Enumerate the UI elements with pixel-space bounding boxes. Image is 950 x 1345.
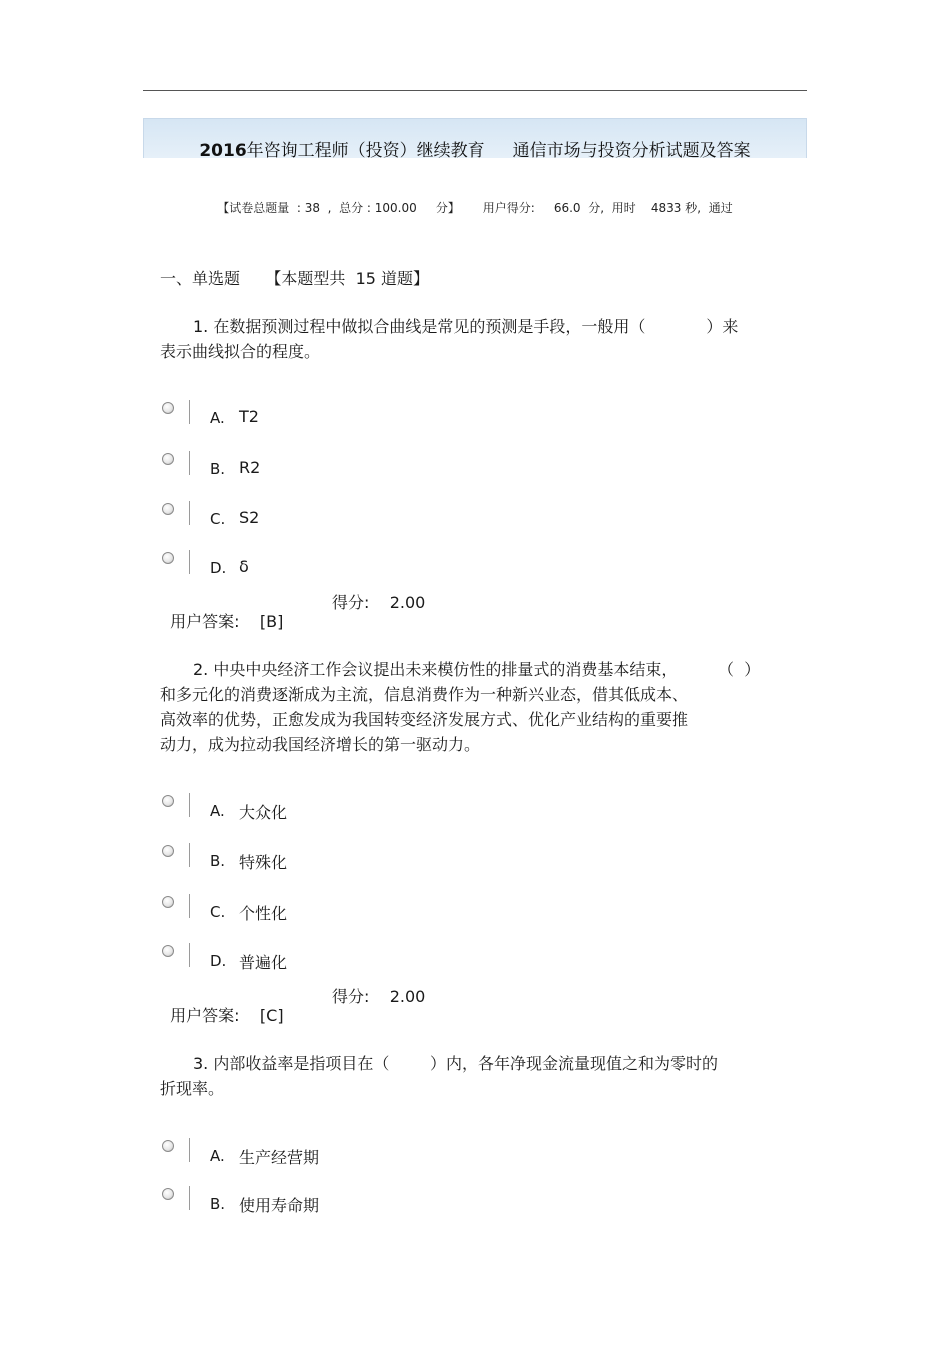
separator-bar xyxy=(189,501,190,525)
option-letter: D. xyxy=(210,952,227,970)
separator-bar xyxy=(189,793,190,817)
title-year: 2016 xyxy=(199,141,247,161)
option-text: 特殊化 xyxy=(239,853,288,872)
question-line: 2. 中央中央经济工作会议提出未来模仿性的排量式的消费基本结束， （ ） xyxy=(193,660,761,679)
option-text: 大众化 xyxy=(239,803,288,822)
option-text: R2 xyxy=(239,458,261,477)
question-line: 动力，成为拉动我国经济增长的第一驱动力。 xyxy=(160,735,481,754)
radio-button-icon[interactable] xyxy=(162,552,174,564)
separator-bar xyxy=(189,894,190,918)
question-2-option-c[interactable] xyxy=(160,894,560,924)
option-text: T2 xyxy=(239,407,259,426)
score: 得分: 2.00 xyxy=(332,987,426,1006)
question-3-option-b[interactable] xyxy=(160,1186,560,1216)
section-heading: 一、单选题 【本题型共 15 道题】 xyxy=(160,269,430,288)
option-letter: C. xyxy=(210,903,226,921)
title-part-1: 年咨询工程师（投资）继续教育 xyxy=(246,141,485,161)
question-2-option-d[interactable] xyxy=(160,943,560,973)
radio-button-icon[interactable] xyxy=(162,402,174,414)
question-2-option-b[interactable] xyxy=(160,843,560,873)
option-letter: B. xyxy=(210,852,226,870)
option-text: 使用寿命期 xyxy=(239,1196,320,1215)
radio-button-icon[interactable] xyxy=(162,896,174,908)
question-2-text xyxy=(160,657,800,757)
title-part-2: 通信市场与投资分析试题及答案 xyxy=(512,141,751,161)
page-title xyxy=(144,136,806,161)
option-letter: A. xyxy=(210,802,225,820)
question-line: 表示曲线拟合的程度。 xyxy=(160,342,321,361)
option-letter: A. xyxy=(210,1147,225,1165)
user-answer: 用户答案: [C] xyxy=(170,1006,284,1025)
question-line: 折现率。 xyxy=(160,1079,225,1098)
separator-bar xyxy=(189,451,190,475)
question-1-result xyxy=(160,590,426,651)
option-letter: D. xyxy=(210,559,227,577)
question-1-option-d[interactable] xyxy=(160,550,560,580)
separator-bar xyxy=(189,943,190,967)
question-line: 3. 内部收益率是指项目在（ ）内，各年净现金流量现值之和为零时的 xyxy=(193,1054,719,1073)
radio-button-icon[interactable] xyxy=(162,1140,174,1152)
question-1-option-c[interactable] xyxy=(160,501,560,531)
option-text: S2 xyxy=(239,508,260,527)
question-1-option-b[interactable] xyxy=(160,451,560,481)
score: 得分: 2.00 xyxy=(332,593,426,612)
radio-button-icon[interactable] xyxy=(162,503,174,515)
radio-button-icon[interactable] xyxy=(162,945,174,957)
radio-button-icon[interactable] xyxy=(162,845,174,857)
user-answer: 用户答案: [B] xyxy=(170,612,284,631)
separator-bar xyxy=(189,1186,190,1210)
title-banner xyxy=(143,118,807,161)
question-line: 1. 在数据预测过程中做拟合曲线是常见的预测是手段，一般用（ ）来 xyxy=(193,317,739,336)
option-letter: B. xyxy=(210,1195,226,1213)
exam-summary: 【试卷总题量 : 38 , 总分 : 100.00 分】 用户得分: 66.0 分, 用时 4833 秒, 通过 xyxy=(217,201,733,215)
question-1-option-a[interactable] xyxy=(160,400,560,430)
radio-button-icon[interactable] xyxy=(162,1188,174,1200)
separator-bar xyxy=(189,1138,190,1162)
top-divider xyxy=(143,90,807,91)
option-text: δ xyxy=(239,557,249,576)
option-text: 生产经营期 xyxy=(239,1148,320,1167)
option-text: 个性化 xyxy=(239,904,288,923)
option-letter: B. xyxy=(210,460,226,478)
radio-button-icon[interactable] xyxy=(162,453,174,465)
option-letter: C. xyxy=(210,510,226,528)
question-3-option-a[interactable] xyxy=(160,1138,560,1168)
question-1-text xyxy=(160,314,800,364)
separator-bar xyxy=(189,550,190,574)
question-line: 高效率的优势，正愈发成为我国转变经济发展方式、优化产业结构的重要推 xyxy=(160,710,689,729)
option-letter: A. xyxy=(210,409,225,427)
separator-bar xyxy=(189,843,190,867)
question-2-result xyxy=(160,984,426,1045)
question-line: 和多元化的消费逐渐成为主流，信息消费作为一种新兴业态，借其低成本、 xyxy=(160,685,689,704)
question-2-option-a[interactable] xyxy=(160,793,560,823)
option-text: 普遍化 xyxy=(239,953,288,972)
separator-bar xyxy=(189,400,190,424)
radio-button-icon[interactable] xyxy=(162,795,174,807)
question-3-text xyxy=(160,1051,800,1101)
